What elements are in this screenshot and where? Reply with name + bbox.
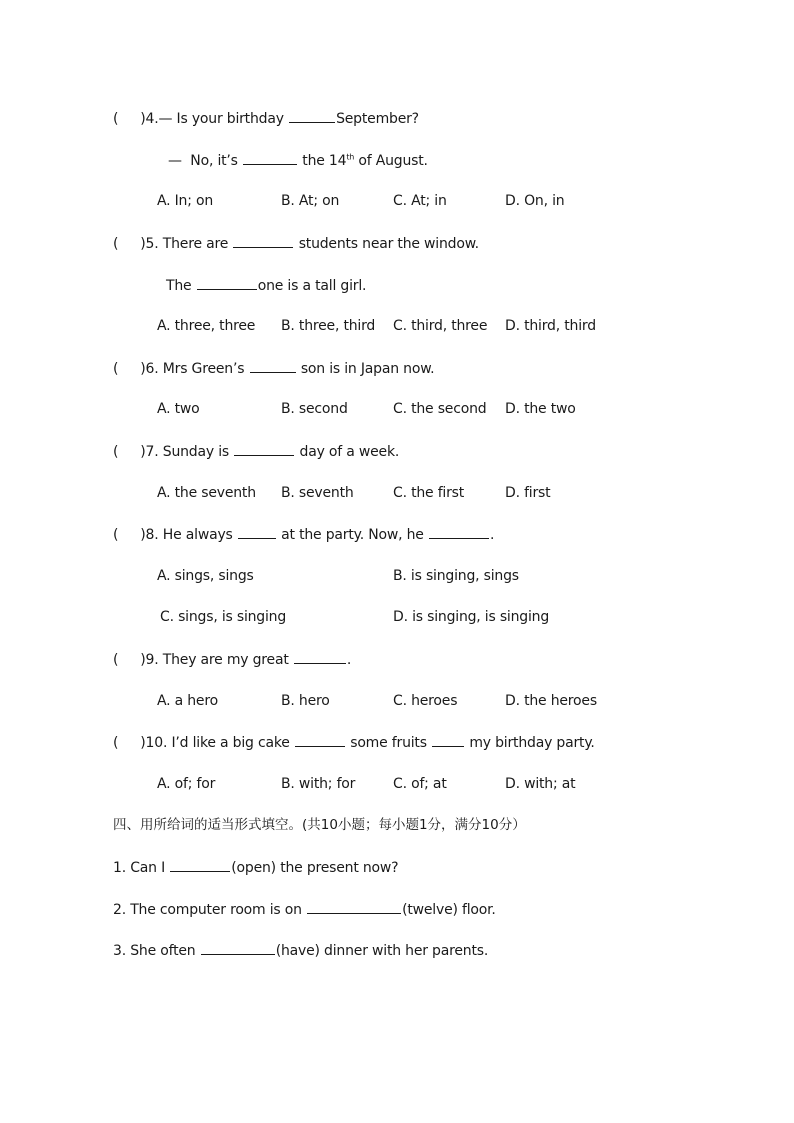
question-text: The xyxy=(166,278,192,294)
option-c: C. third, three xyxy=(393,318,488,334)
question-text: my birthday party. xyxy=(469,735,595,751)
option-c: C. At; in xyxy=(393,193,447,209)
option-c: C. sings, is singing xyxy=(160,609,287,625)
answer-paren-close: ) xyxy=(140,236,146,252)
answer-paren-open: ( xyxy=(113,111,119,127)
answer-paren-close: ) xyxy=(140,361,146,377)
option-b: B. At; on xyxy=(281,193,340,209)
answer-paren-open: ( xyxy=(113,444,119,460)
question-6-stem xyxy=(113,359,434,378)
answer-blank[interactable] xyxy=(197,276,257,290)
fill-item-1 xyxy=(113,858,398,877)
option-a: A. a hero xyxy=(157,693,218,709)
option-b: B. hero xyxy=(281,693,330,709)
question-text: . xyxy=(346,652,352,668)
option-c: C. heroes xyxy=(393,693,458,709)
answer-paren-close: ) xyxy=(140,444,146,460)
option-a: A. two xyxy=(157,401,200,417)
option-a: A. the seventh xyxy=(157,485,256,501)
answer-blank[interactable] xyxy=(289,109,335,123)
question-text: of August. xyxy=(354,153,428,169)
question-number: 7. xyxy=(145,444,159,460)
option-b: B. second xyxy=(281,401,348,417)
answer-paren-close: ) xyxy=(140,735,146,751)
question-number: 4. xyxy=(145,111,159,127)
question-text: the 14 xyxy=(302,153,347,169)
answer-paren-open: ( xyxy=(113,236,119,252)
option-b: B. with; for xyxy=(281,776,356,792)
option-b: B. seventh xyxy=(281,485,354,501)
option-d: D. the two xyxy=(505,401,576,417)
answer-paren-close: ) xyxy=(140,111,146,127)
option-c: C. the second xyxy=(393,401,487,417)
answer-blank[interactable] xyxy=(233,234,293,248)
option-d: D. first xyxy=(505,485,551,501)
question-text: at the party. Now, he xyxy=(281,527,424,543)
question-text: some fruits xyxy=(350,735,427,751)
answer-paren-close: ) xyxy=(140,652,146,668)
question-5-line2 xyxy=(166,276,366,295)
answer-blank[interactable] xyxy=(238,525,276,539)
question-text: Sunday is xyxy=(162,444,229,460)
question-text: They are my great xyxy=(162,652,289,668)
answer-blank[interactable] xyxy=(250,359,296,373)
question-text: . xyxy=(489,527,495,543)
item-text: 3. She often xyxy=(113,943,196,959)
answer-paren-open: ( xyxy=(113,652,119,668)
answer-blank[interactable] xyxy=(295,733,345,747)
option-a: A. In; on xyxy=(157,193,214,209)
answer-blank[interactable] xyxy=(307,900,401,914)
question-7-stem xyxy=(113,442,399,461)
question-text: Mrs Green’s xyxy=(162,361,245,377)
item-text: (open) the present now? xyxy=(231,860,399,876)
question-text: day of a week. xyxy=(299,444,400,460)
question-text: He always xyxy=(162,527,233,543)
option-b: B. is singing, sings xyxy=(393,568,519,584)
question-number: 10. xyxy=(145,735,168,751)
answer-blank[interactable] xyxy=(170,858,230,872)
question-10-stem xyxy=(113,733,595,752)
answer-paren-close: ) xyxy=(140,527,146,543)
question-number: 5. xyxy=(145,236,159,252)
option-d: D. with; at xyxy=(505,776,576,792)
item-text: 2. The computer room is on xyxy=(113,902,302,918)
ordinal-suffix: th xyxy=(346,152,355,162)
question-number: 8. xyxy=(145,527,159,543)
answer-blank[interactable] xyxy=(234,442,294,456)
question-text: son is in Japan now. xyxy=(300,361,435,377)
option-a: A. three, three xyxy=(157,318,256,334)
answer-blank[interactable] xyxy=(294,650,346,664)
option-d: D. third, third xyxy=(505,318,596,334)
item-text: (twelve) floor. xyxy=(402,902,496,918)
question-text: one is a tall girl. xyxy=(257,278,367,294)
option-a: A. of; for xyxy=(157,776,216,792)
answer-blank[interactable] xyxy=(432,733,464,747)
question-4-stem xyxy=(113,109,419,128)
question-5-stem xyxy=(113,234,479,253)
option-d: D. On, in xyxy=(505,193,565,209)
answer-blank[interactable] xyxy=(201,941,275,955)
option-c: C. the first xyxy=(393,485,465,501)
question-text: — Is your birthday xyxy=(158,111,284,127)
fill-item-2 xyxy=(113,900,496,919)
option-c: C. of; at xyxy=(393,776,447,792)
question-8-stem xyxy=(113,525,494,544)
item-text: 1. Can I xyxy=(113,860,166,876)
question-text: students near the window. xyxy=(298,236,479,252)
answer-paren-open: ( xyxy=(113,527,119,543)
question-number: 9. xyxy=(145,652,159,668)
question-text: September? xyxy=(336,111,419,127)
question-text: I’d like a big cake xyxy=(171,735,290,751)
fill-item-3 xyxy=(113,941,488,960)
item-text: (have) dinner with her parents. xyxy=(275,943,489,959)
question-9-stem xyxy=(113,650,351,669)
question-4-line2 xyxy=(168,151,428,170)
question-text: There are xyxy=(162,236,229,252)
answer-blank[interactable] xyxy=(429,525,489,539)
option-a: A. sings, sings xyxy=(157,568,254,584)
answer-blank[interactable] xyxy=(243,151,297,165)
answer-paren-open: ( xyxy=(113,735,119,751)
option-d: D. is singing, is singing xyxy=(393,609,550,625)
answer-paren-open: ( xyxy=(113,361,119,377)
option-b: B. three, third xyxy=(281,318,376,334)
question-text: — No, it’s xyxy=(168,153,238,169)
question-number: 6. xyxy=(145,361,159,377)
option-d: D. the heroes xyxy=(505,693,597,709)
section-heading: 四、用所给词的适当形式填空。(共10小题；每小题1分，满分10分） xyxy=(113,817,526,833)
